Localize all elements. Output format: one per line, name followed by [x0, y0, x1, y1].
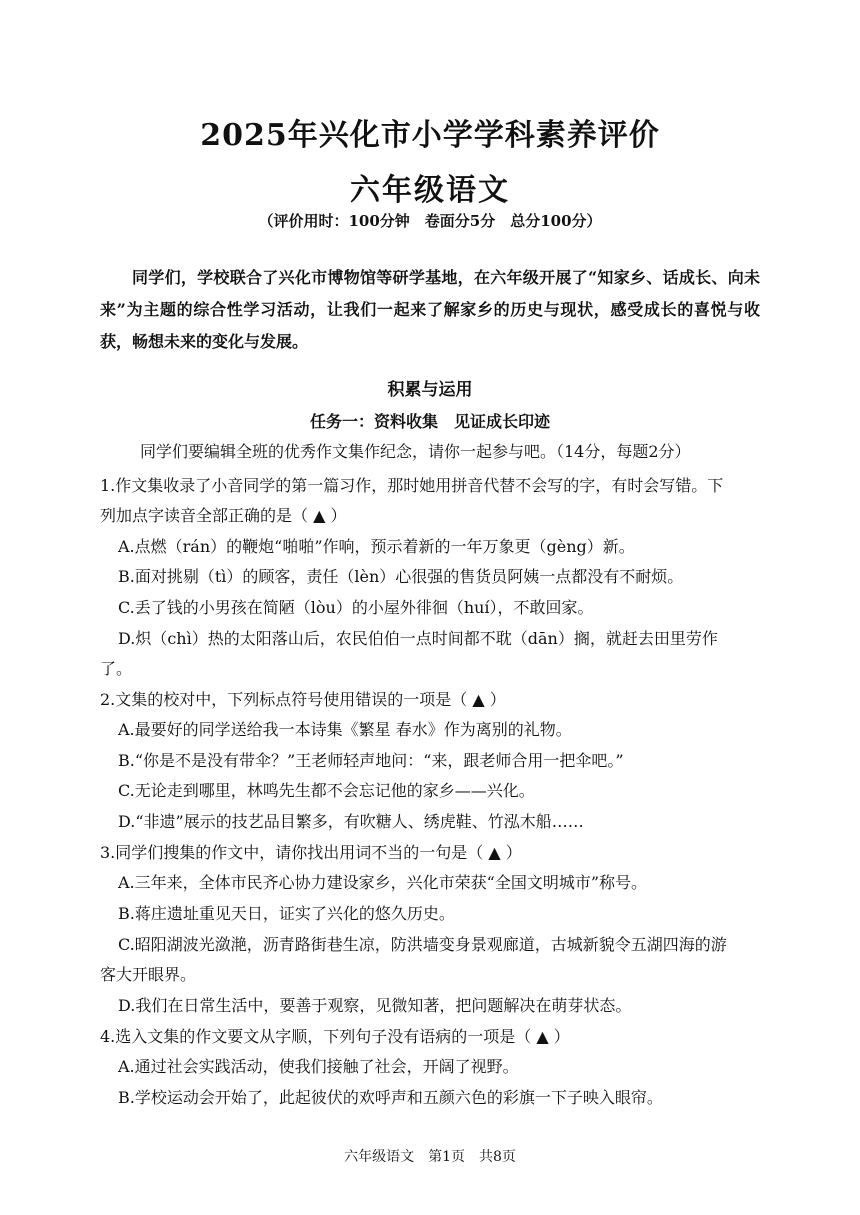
task-instruction: 同学们要编辑全班的优秀作文集作纪念，请你一起参与吧。（14分，每题2分）	[140, 442, 691, 461]
question-3-option-b: B.蒋庄遗址重见天日，证实了兴化的悠久历史。	[118, 904, 455, 923]
question-1-option-d-cont: 了。	[100, 659, 133, 678]
intro-paragraph: 同学们，学校联合了兴化市博物馆等研学基地，在六年级开展了“知家乡、话成长、向未来”为主题的综合性学习活动，让我们一起来了解家乡的历史与现状，感受成长的喜悦与收获，畅想未来的变化与发展。	[100, 268, 760, 351]
question-1-option-a: A.点燃（rán）的鞭炮“啪啪”作响，预示着新的一年万象更（gèng）新。	[118, 537, 635, 556]
question-1-stem-cont: 列加点字读音全部正确的是（ ▲ ）	[100, 506, 347, 525]
question-1-stem: 1.作文集收录了小音同学的第一篇习作，那时她用拼音代替不会写的字，有时会写错。下	[100, 476, 724, 495]
question-3-option-d: D.我们在日常生活中，要善于观察，见微知著，把问题解决在萌芽状态。	[118, 996, 632, 1015]
question-4-option-a: A.通过社会实践活动，使我们接触了社会，开阔了视野。	[118, 1057, 519, 1076]
exam-meta: （评价用时：100分钟 卷面分5分 总分100分）	[258, 212, 602, 230]
question-1-option-c: C.丢了钱的小男孩在简陋（lòu）的小屋外徘徊（huí），不敢回家。	[118, 598, 594, 617]
question-1-option-d: D.炽（chì）热的太阳落山后，农民伯伯一点时间都不耽（dān）搁，就赶去田里劳作	[118, 629, 718, 648]
question-4-stem: 4.选入文集的作文要文从字顺，下列句子没有语病的一项是（ ▲ ）	[100, 1027, 570, 1046]
question-3-option-c-cont: 客大开眼界。	[100, 965, 197, 984]
page-footer: 六年级语文 第1页 共8页	[344, 1149, 516, 1165]
task-heading: 任务一：资料收集 见证成长印迹	[309, 412, 550, 431]
question-3-stem: 3.同学们搜集的作文中，请你找出用词不当的一句是（ ▲ ）	[100, 843, 522, 862]
question-2-stem: 2.文集的校对中，下列标点符号使用错误的一项是（ ▲ ）	[100, 690, 506, 709]
question-1-option-b: B.面对挑剔（tì）的顾客，责任（lèn）心很强的售货员阿姨一点都没有不耐烦。	[118, 567, 684, 586]
question-3-option-c: C.昭阳湖波光潋滟，沥青路街巷生凉，防洪墙变身景观廊道，古城新貌令五湖四海的游	[118, 935, 727, 954]
question-4-option-b: B.学校运动会开始了，此起彼伏的欢呼声和五颜六色的彩旗一下子映入眼帘。	[118, 1088, 663, 1107]
section-heading: 积累与运用	[387, 380, 473, 400]
question-3-option-a: A.三年来，全体市民齐心协力建设家乡，兴化市荣获“全国文明城市”称号。	[118, 873, 648, 892]
question-2-option-a: A.最要好的同学送给我一本诗集《繁星 春水》作为离别的礼物。	[118, 720, 572, 739]
question-2-option-b: B.“你是不是没有带伞？”王老师轻声地问：“来，跟老师合用一把伞吧。”	[118, 751, 624, 770]
exam-title: 2025年兴化市小学学科素养评价	[200, 118, 660, 153]
exam-subject: 六年级语文	[350, 173, 510, 208]
question-2-option-c: C.无论走到哪里，林鸣先生都不会忘记他的家乡——兴化。	[118, 781, 535, 800]
question-2-option-d: D.“非遗”展示的技艺品目繁多，有吹糖人、绣虎鞋、竹泓木船……	[118, 812, 584, 831]
